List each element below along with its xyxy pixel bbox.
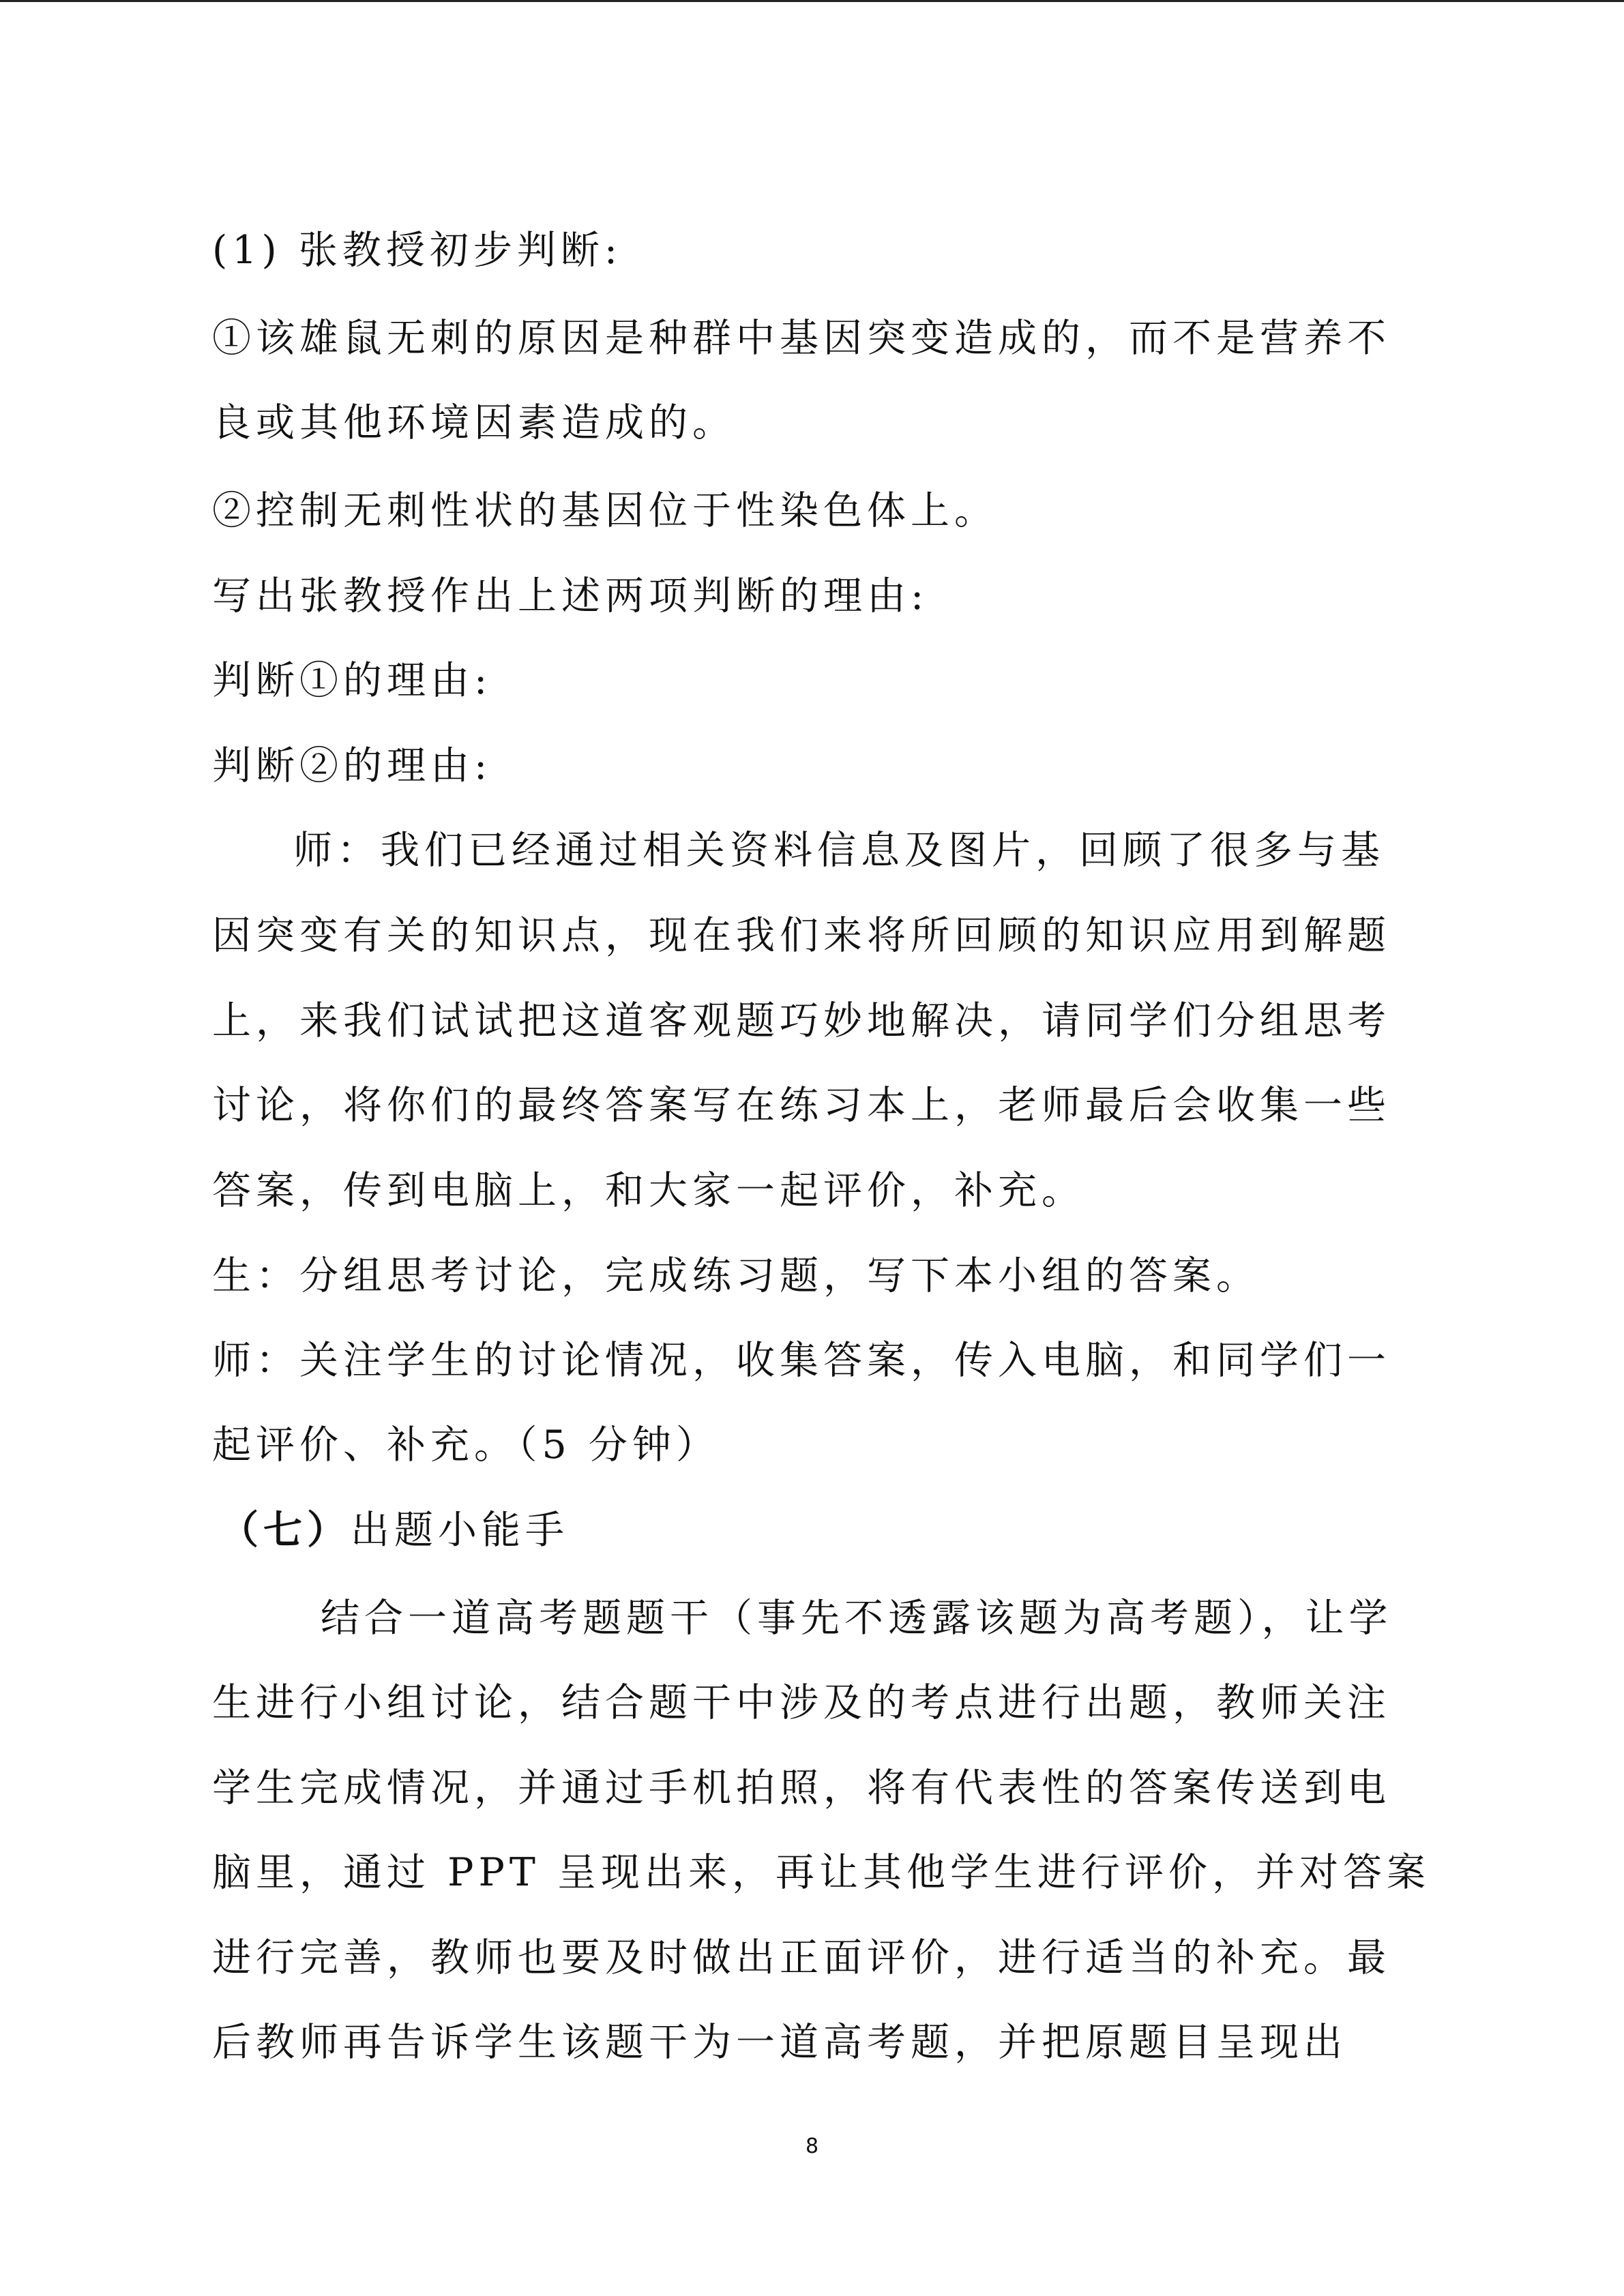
judgment-one-line-2: 良或其他环境因素造成的。	[212, 400, 736, 445]
activity-paragraph-line-6: 后教师再告诉学生该题干为一道高考题，并把原题目呈现出	[212, 2020, 1347, 2065]
teacher-paragraph-line-5: 答案，传到电脑上，和大家一起评价，补充。	[212, 1168, 1085, 1213]
page-number: 8	[805, 2134, 819, 2158]
activity-paragraph-line-3: 学生完成情况，并通过手机拍照，将有代表性的答案传送到电	[212, 1765, 1391, 1810]
activity-paragraph-line-5: 进行完善，教师也要及时做出正面评价，进行适当的补充。最	[212, 1935, 1391, 1980]
activity-paragraph-line-1: 结合一道高考题题干（事先不透露该题为高考题），让学	[321, 1596, 1393, 1641]
reason-two-label: 判断②的理由:	[212, 743, 492, 788]
question-intro: (1) 张教授初步判断:	[212, 228, 623, 273]
reason-one-label: 判断①的理由:	[212, 658, 492, 703]
teacher-paragraph-line-2: 因突变有关的知识点，现在我们来将所回顾的知识应用到解题	[212, 913, 1391, 958]
section-heading-title: 出题小能手	[351, 1508, 569, 1553]
teacher-followup-line-1: 师：关注学生的讨论情况，收集答案，传入电脑，和同学们一	[212, 1338, 1391, 1383]
question-prompt: 写出张教授作出上述两项判断的理由:	[212, 573, 929, 618]
section-heading-marker: （七）	[220, 1507, 351, 1553]
teacher-followup-line-2: 起评价、补充。（5 分钟）	[212, 1422, 720, 1467]
teacher-paragraph-line-1: 师：我们已经通过相关资料信息及图片，回顾了很多与基	[293, 828, 1385, 873]
teacher-paragraph-line-3: 上，来我们试试把这道客观题巧妙地解决，请同学们分组思考	[212, 998, 1391, 1043]
student-line: 生：分组思考讨论，完成练习题，写下本小组的答案。	[212, 1253, 1260, 1298]
section-heading	[220, 1506, 1393, 1554]
judgment-two: ②控制无刺性状的基因位于性染色体上。	[212, 488, 998, 533]
activity-paragraph-line-4: 脑里，通过 PPT 呈现出来，再让其他学生进行评价，并对答案	[212, 1850, 1430, 1895]
teacher-paragraph-line-4: 讨论，将你们的最终答案写在练习本上，老师最后会收集一些	[212, 1083, 1391, 1128]
activity-paragraph-line-2: 生进行小组讨论，结合题干中涉及的考点进行出题，教师关注	[212, 1680, 1391, 1725]
judgment-one-line-1: ①该雄鼠无刺的原因是种群中基因突变造成的，而不是营养不	[212, 316, 1391, 361]
